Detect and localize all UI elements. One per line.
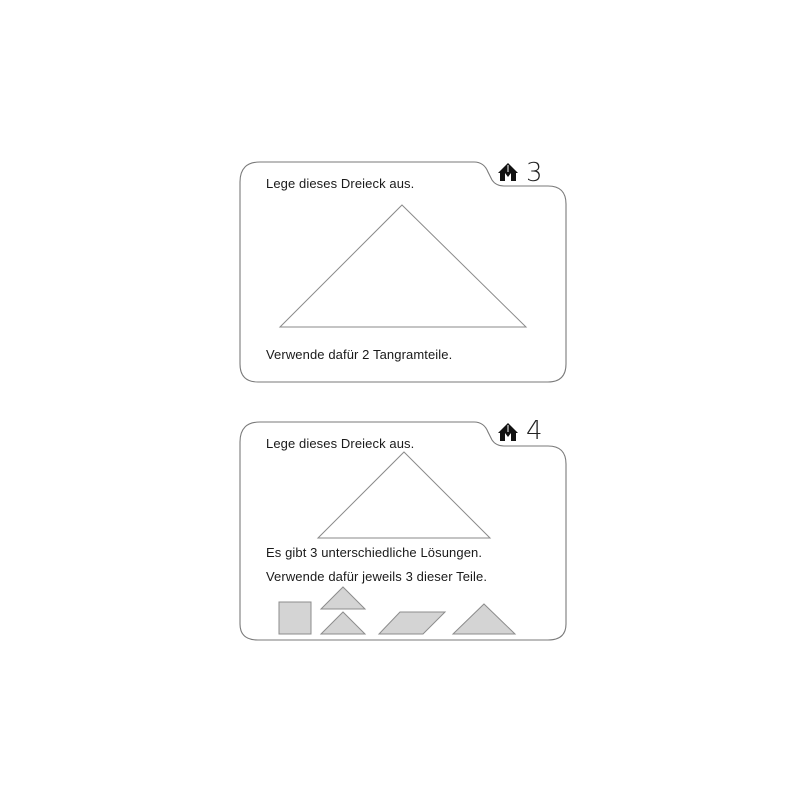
small-triangle-piece bbox=[320, 586, 366, 610]
tangram-house-icon bbox=[496, 422, 520, 442]
parallelogram-piece bbox=[378, 611, 446, 635]
square-piece bbox=[278, 601, 312, 635]
footer-text: Verwende dafür 2 Tangramteile. bbox=[266, 347, 453, 362]
instruction-text: Lege dieses Dreieck aus. bbox=[266, 176, 415, 191]
task-card-4 bbox=[238, 418, 568, 644]
card-number: 3 bbox=[526, 158, 543, 188]
target-triangle-outline bbox=[278, 204, 528, 328]
card-number: 4 bbox=[526, 416, 543, 446]
small-triangle-piece bbox=[320, 611, 366, 635]
target-triangle-outline bbox=[316, 451, 492, 539]
footer-text-line-2: Verwende dafür jeweils 3 dieser Teile. bbox=[266, 569, 488, 584]
instruction-text: Lege dieses Dreieck aus. bbox=[266, 436, 415, 451]
tangram-house-icon bbox=[496, 162, 520, 182]
task-card-3 bbox=[238, 158, 568, 384]
footer-text-line-1: Es gibt 3 unterschiedliche Lösungen. bbox=[266, 545, 483, 560]
medium-triangle-piece bbox=[452, 603, 516, 635]
